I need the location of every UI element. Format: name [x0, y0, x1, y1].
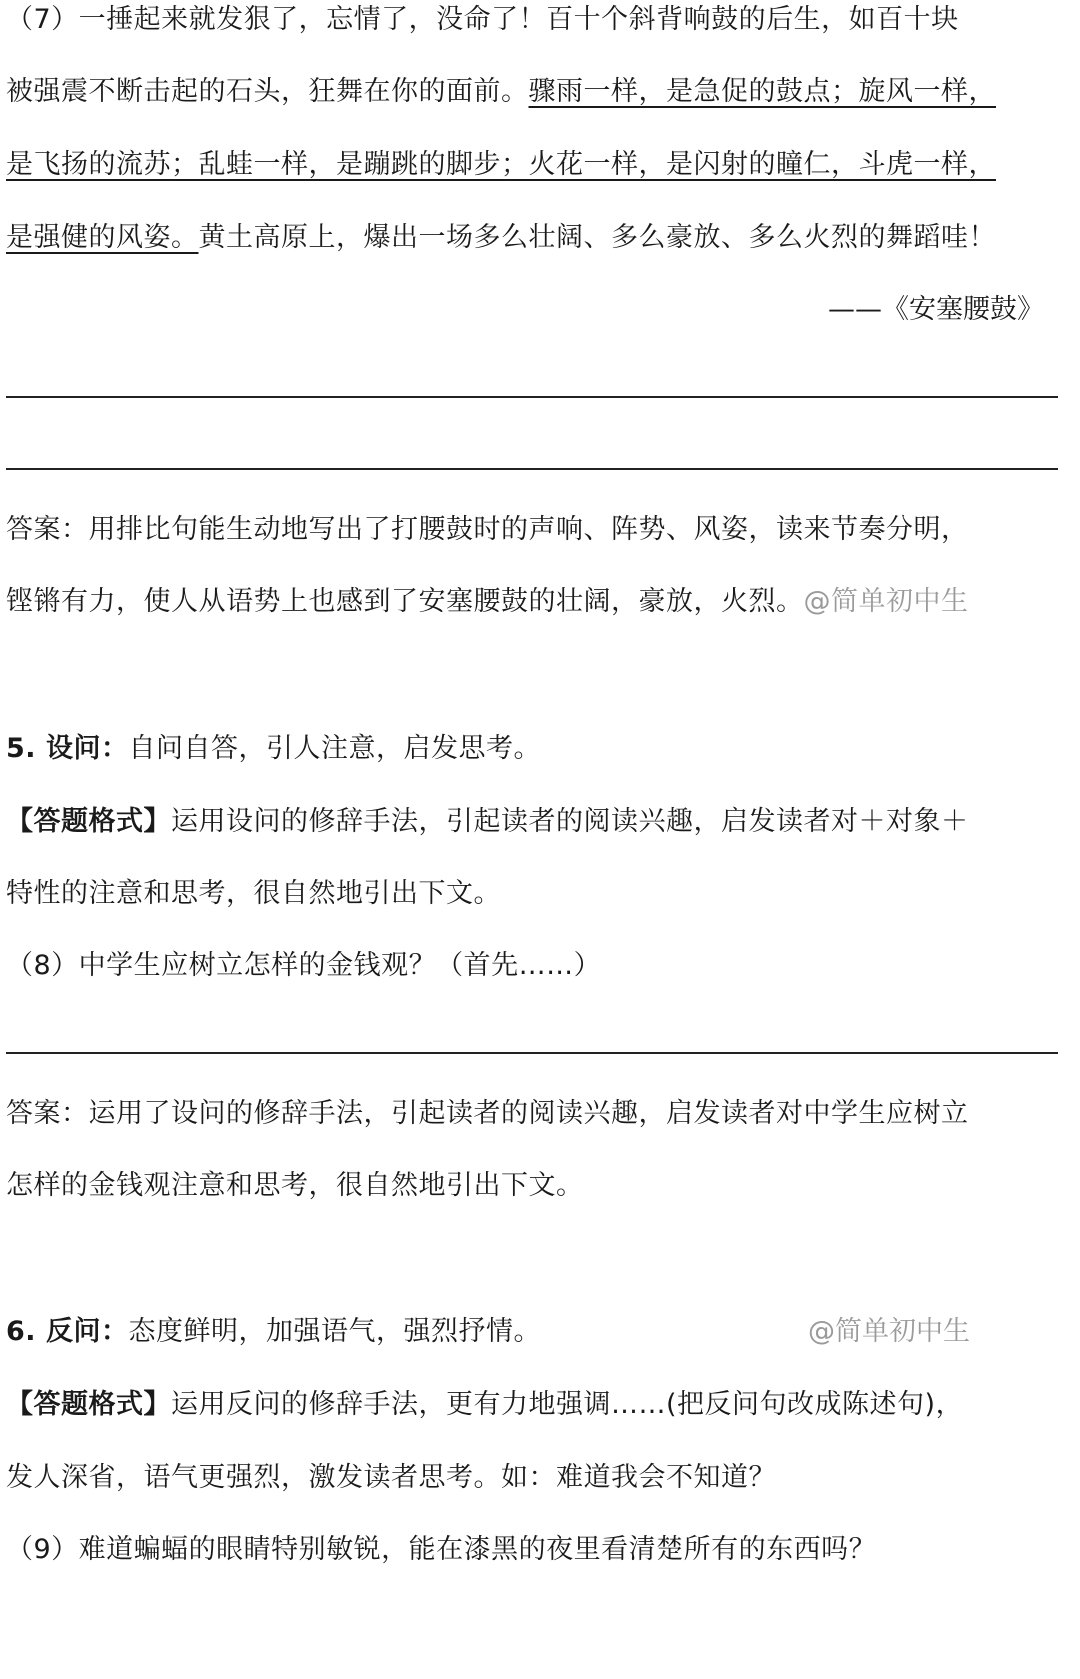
section-5-format-line-2: 特性的注意和思考，很自然地引出下文。	[6, 878, 501, 909]
example-7-line-4-plain: 黄土高原上，爆出一场多么壮阔、多么豪放、多么火烈的舞蹈哇！	[198, 222, 996, 253]
section-6-format-line-2: 发人深省，语气更强烈，激发读者思考。如：难道我会不知道？	[6, 1462, 776, 1493]
example-7-line-1: （7）一捶起来就发狠了，忘情了，没命了！百十个斜背响鼓的后生，如百十块	[6, 4, 959, 35]
section-5-heading	[6, 729, 541, 769]
example-7-line-4	[6, 218, 996, 258]
section-6-description: 态度鲜明，加强语气，强烈抒情。	[128, 1316, 541, 1347]
example-7-answer-line-2	[6, 582, 969, 622]
section-5-format-label: 【答题格式】	[6, 806, 171, 837]
example-9: （9）难道蝙蝠的眼睛特别敏锐，能在漆黑的夜里看清楚所有的东西吗？	[6, 1534, 877, 1565]
example-7-answer-line-1: 答案：用排比句能生动地写出了打腰鼓时的声响、阵势、风姿，读来节奏分明，	[6, 514, 969, 545]
section-6-heading	[6, 1312, 541, 1352]
example-7-answer-line-2-text: 铿锵有力，使人从语势上也感到了安塞腰鼓的壮阔，豪放，火烈。	[6, 586, 804, 617]
section-5-format-text: 运用设问的修辞手法，引起读者的阅读兴趣，启发读者对＋对象＋	[171, 806, 969, 837]
answer-blank-line-2	[6, 468, 1058, 470]
watermark-text-2: @简单初中生	[808, 1316, 970, 1347]
watermark-text: @简单初中生	[803, 586, 969, 617]
example-7-line-2-plain: 被强震不断击起的石头，狂舞在你的面前。	[6, 76, 529, 107]
example-8-answer-line-1: 答案：运用了设问的修辞手法，引起读者的阅读兴趣，启发读者对中学生应树立	[6, 1098, 969, 1129]
section-5-title: 5. 设问：	[6, 733, 129, 764]
example-7-line-2	[6, 72, 996, 112]
example-7-underlined-parallelism-1: 骤雨一样，是急促的鼓点；旋风一样，	[528, 76, 996, 107]
section-6-format-line-1	[6, 1385, 963, 1425]
section-6-title: 6. 反问：	[6, 1316, 129, 1347]
example-7-source: ——《安塞腰鼓》	[828, 294, 1044, 325]
section-5-description: 自问自答，引人注意，启发思考。	[128, 733, 541, 764]
section-6-format-text: 运用反问的修辞手法，更有力地强调……(把反问句改成陈述句)，	[171, 1389, 964, 1420]
answer-blank-line-1	[6, 396, 1058, 398]
example-7-underlined-parallelism-3: 是强健的风姿。	[6, 222, 199, 253]
example-8: （8）中学生应树立怎样的金钱观？（首先……）	[6, 950, 602, 981]
answer-blank-line-3	[6, 1052, 1058, 1054]
section-6-format-label: 【答题格式】	[6, 1389, 171, 1420]
example-7-underlined-parallelism-2: 是飞扬的流苏；乱蛙一样，是蹦跳的脚步；火花一样，是闪射的瞳仁，斗虎一样，	[6, 149, 996, 180]
section-5-format-line-1	[6, 802, 969, 842]
example-8-answer-line-2: 怎样的金钱观注意和思考，很自然地引出下文。	[6, 1170, 584, 1201]
